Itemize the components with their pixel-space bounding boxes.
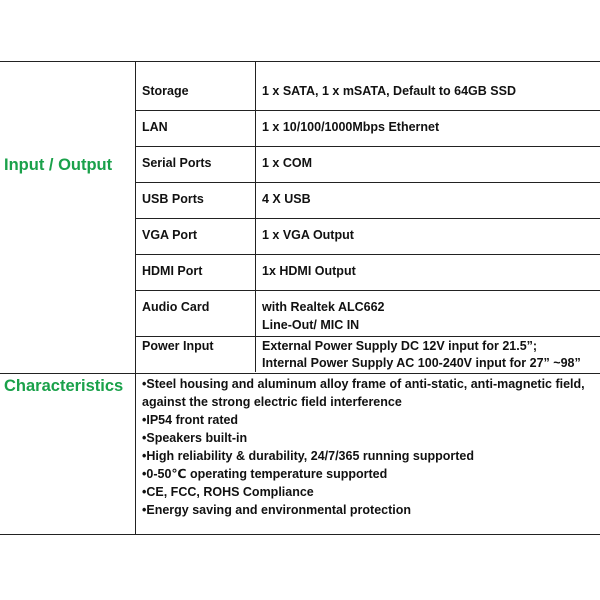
row-value-audio-card-line2: Line-Out/ MIC IN: [262, 318, 360, 332]
column-divider-2: [255, 62, 256, 372]
row-label-usb-ports: USB Ports: [142, 192, 204, 206]
row-label-vga-port: VGA Port: [142, 228, 198, 242]
row-value-power-input: External Power Supply DC 12V input for 21.5”;: [262, 339, 538, 353]
row-divider: [135, 254, 600, 255]
section-title-input-output: Input / Output: [4, 156, 113, 174]
list-item: •High reliability & durability, 24/7/365 running supported: [142, 449, 474, 463]
section-divider: [0, 373, 600, 374]
row-value-power-input-line2: Internal Power Supply AC 100-240V input for 27” ~98”: [262, 356, 581, 370]
row-label-power-input: Power Input: [142, 339, 214, 353]
list-item: •IP54 front rated: [142, 413, 239, 427]
row-divider: [135, 146, 600, 147]
list-item: •0-50℃ operating temperature supported: [142, 467, 388, 481]
row-label-audio-card: Audio Card: [142, 300, 210, 314]
list-item: •Steel housing and aluminum alloy frame of anti-static, anti-magnetic field, against the strong electric field interference: [142, 377, 585, 409]
row-value-storage: 1 x SATA, 1 x mSATA, Default to 64GB SSD: [262, 84, 516, 98]
row-value-usb-ports: 4 X USB: [262, 192, 311, 206]
row-value-lan: 1 x 10/100/1000Mbps Ethernet: [262, 120, 440, 134]
row-value-vga-port: 1 x VGA Output: [262, 228, 354, 242]
list-item: •Energy saving and environmental protection: [142, 503, 412, 517]
characteristics-list: [142, 375, 594, 519]
row-label-hdmi-port: HDMI Port: [142, 264, 203, 278]
spec-table: [0, 61, 600, 535]
row-label-serial-ports: Serial Ports: [142, 156, 212, 170]
row-divider: [135, 110, 600, 111]
list-item: •Speakers built-in: [142, 431, 248, 445]
row-value-serial-ports: 1 x COM: [262, 156, 313, 170]
section-title-characteristics: Characteristics: [4, 377, 124, 395]
list-item: •CE, FCC, ROHS Compliance: [142, 485, 314, 499]
column-divider-1: [135, 62, 136, 534]
row-value-audio-card: with Realtek ALC662: [262, 300, 385, 314]
row-divider: [135, 182, 600, 183]
row-divider: [135, 290, 600, 291]
row-label-lan: LAN: [142, 120, 168, 134]
row-label-storage: Storage: [142, 84, 189, 98]
row-value-hdmi-port: 1x HDMI Output: [262, 264, 356, 278]
row-divider: [135, 218, 600, 219]
